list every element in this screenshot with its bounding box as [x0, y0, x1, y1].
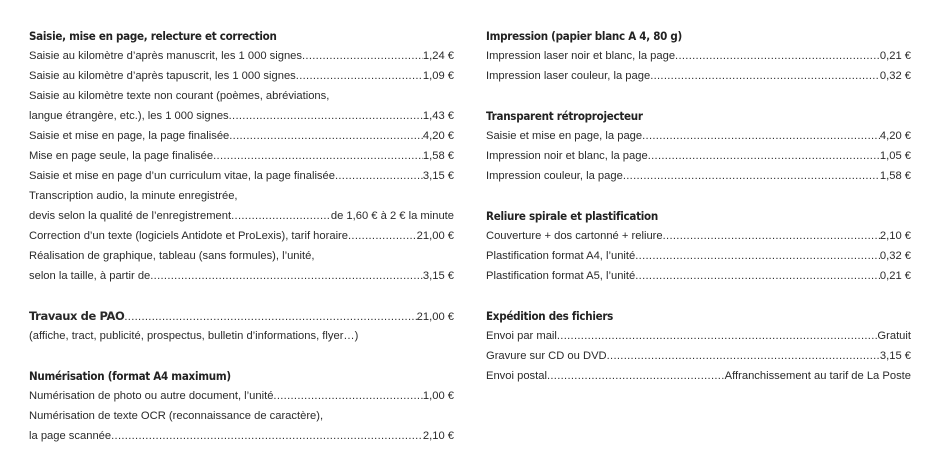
- price-value: 2,10 €: [879, 230, 911, 242]
- price-value: 21,00 €: [416, 311, 454, 323]
- section-heading: Saisie, mise en page, relecture et correction: [29, 29, 277, 43]
- price-item-label: Impression noir et blanc, la page: [486, 150, 648, 162]
- price-row: [486, 166, 911, 186]
- price-value: Affranchissement au tarif de La Poste: [724, 370, 911, 382]
- price-item-label: Envoi par mail: [486, 330, 557, 342]
- price-item-label: Impression laser couleur, la page: [486, 70, 651, 82]
- dot-leader: [231, 206, 331, 226]
- price-value: 1,05 €: [879, 150, 911, 162]
- dot-leader: [635, 266, 880, 286]
- price-row: [29, 206, 454, 226]
- dot-leader: [150, 266, 423, 286]
- section-heading: Numérisation (format A4 maximum): [29, 369, 231, 383]
- price-item-label: Saisie au kilomètre d’après tapuscrit, les 1 000 signes: [29, 70, 296, 82]
- price-row: [486, 46, 911, 66]
- price-item-label: Saisie au kilomètre d’après manuscrit, les 1 000 signes: [29, 50, 302, 62]
- dot-leader: [335, 166, 423, 186]
- price-value: de 1,60 € à 2 € la minute: [330, 210, 454, 222]
- price-value: 1,58 €: [879, 170, 911, 182]
- price-value: 0,32 €: [879, 250, 911, 262]
- price-row: [486, 366, 911, 386]
- price-item-label: devis selon la qualité de l’enregistrement: [29, 210, 232, 222]
- price-row: [486, 126, 911, 146]
- price-item-label: Couverture + dos cartonné + reliure: [486, 230, 663, 242]
- dot-leader: [124, 307, 416, 326]
- price-item-label: Numérisation de photo ou autre document, l’unité: [29, 390, 274, 402]
- section-heading: Expédition des fichiers: [486, 309, 614, 323]
- price-list-left-column: [29, 26, 454, 446]
- price-row: [486, 146, 911, 166]
- section-spacer: [29, 346, 454, 366]
- dot-leader: [623, 166, 880, 186]
- price-value: 4,20 €: [422, 130, 454, 142]
- dot-leader: [348, 226, 417, 246]
- price-row: [486, 266, 911, 286]
- section-heading: Reliure spirale et plastification: [486, 209, 658, 223]
- dot-leader: [648, 146, 880, 166]
- price-item-label: Impression laser noir et blanc, la page: [486, 50, 676, 62]
- dot-leader: [557, 326, 878, 346]
- price-row: [486, 226, 911, 246]
- price-row: [486, 246, 911, 266]
- price-row: [29, 306, 454, 326]
- price-row: [29, 386, 454, 406]
- price-item-label: Saisie et mise en page d’un curriculum vitae, la page finalisée: [29, 170, 335, 182]
- price-item-text: (affiche, tract, publicité, prospectus, bulletin d’informations, flyer…): [29, 330, 359, 342]
- dot-leader: [273, 386, 422, 406]
- price-value: 3,15 €: [422, 170, 454, 182]
- price-row: [486, 66, 911, 86]
- price-value: 3,15 €: [879, 350, 911, 362]
- section-heading: Impression (papier blanc A 4, 80 g): [486, 29, 683, 43]
- dot-leader: [229, 126, 423, 146]
- price-item-label: langue étrangère, etc.), les 1 000 signes: [29, 110, 229, 122]
- price-value: 1,00 €: [422, 390, 454, 402]
- price-item-label: Envoi postal: [486, 370, 547, 382]
- price-value: 4,20 €: [879, 130, 911, 142]
- price-item-label: Travaux de PAO: [29, 309, 125, 323]
- price-value: 0,21 €: [879, 270, 911, 282]
- dot-leader: [213, 146, 423, 166]
- dot-leader: [302, 46, 423, 66]
- price-item-label: selon la taille, à partir de: [29, 270, 151, 282]
- price-row: [29, 126, 454, 146]
- price-value: 0,21 €: [879, 50, 911, 62]
- price-item-label: Impression couleur, la page: [486, 170, 623, 182]
- price-value: 3,15 €: [422, 270, 454, 282]
- section-spacer: [29, 286, 454, 306]
- price-value: 21,00 €: [416, 230, 454, 242]
- price-row: [29, 66, 454, 86]
- price-item-label: Saisie et mise en page, la page: [486, 130, 643, 142]
- price-item-label: Correction d’un texte (logiciels Antidote et ProLexis), tarif horaire: [29, 230, 348, 242]
- dot-leader: [607, 346, 880, 366]
- price-item-label: Saisie et mise en page, la page finalisée: [29, 130, 230, 142]
- section-spacer: [486, 186, 911, 206]
- price-value: 1,24 €: [422, 50, 454, 62]
- price-row: [29, 266, 454, 286]
- price-value: 2,10 €: [422, 430, 454, 442]
- price-row: [29, 106, 454, 126]
- dot-leader: [663, 226, 880, 246]
- price-item-text: Transcription audio, la minute enregistrée,: [29, 190, 238, 202]
- price-item-text: Saisie au kilomètre texte non courant (poèmes, abréviations,: [29, 90, 330, 102]
- price-value: Gratuit: [877, 330, 911, 342]
- price-row: [29, 166, 454, 186]
- dot-leader: [111, 426, 423, 446]
- dot-leader: [547, 366, 725, 386]
- dot-leader: [296, 66, 423, 86]
- dot-leader: [642, 126, 880, 146]
- dot-leader: [675, 46, 880, 66]
- price-item-text: Numérisation de texte OCR (reconnaissance de caractère),: [29, 410, 324, 422]
- price-row: [486, 326, 911, 346]
- price-value: 1,58 €: [422, 150, 454, 162]
- price-row: [29, 226, 454, 246]
- price-value: 1,43 €: [422, 110, 454, 122]
- price-row: [29, 426, 454, 446]
- dot-leader: [635, 246, 880, 266]
- section-spacer: [486, 286, 911, 306]
- price-item-label: Plastification format A4, l’unité: [486, 250, 636, 262]
- price-value: 0,32 €: [879, 70, 911, 82]
- dot-leader: [650, 66, 880, 86]
- price-item-label: Gravure sur CD ou DVD: [486, 350, 607, 362]
- price-value: 1,09 €: [422, 70, 454, 82]
- price-row: [486, 346, 911, 366]
- price-item-label: la page scannée: [29, 430, 112, 442]
- dot-leader: [229, 106, 423, 126]
- price-row: [29, 46, 454, 66]
- price-item-label: Plastification format A5, l’unité: [486, 270, 636, 282]
- price-list-right-column: [486, 26, 911, 386]
- section-spacer: [486, 86, 911, 106]
- price-row: [29, 146, 454, 166]
- price-item-label: Mise en page seule, la page finalisée: [29, 150, 214, 162]
- section-heading: Transparent rétroprojecteur: [486, 109, 643, 123]
- price-item-text: Réalisation de graphique, tableau (sans formules), l’unité,: [29, 250, 315, 262]
